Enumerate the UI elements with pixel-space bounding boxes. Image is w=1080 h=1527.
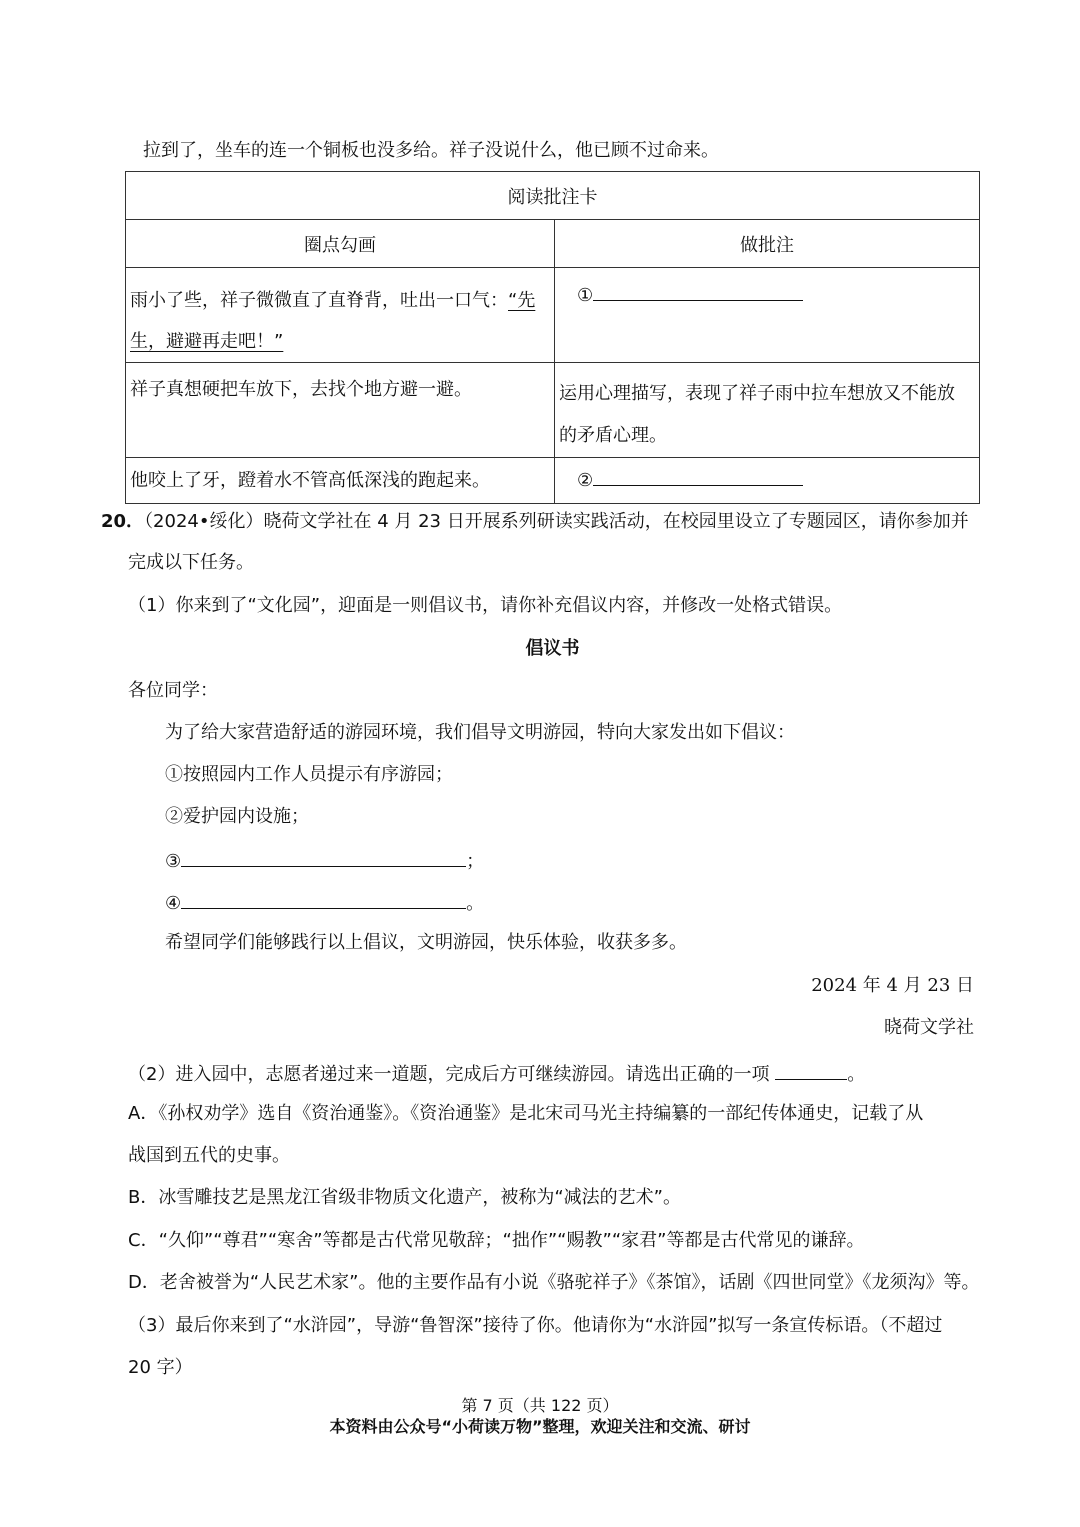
question-20-line1	[101, 509, 969, 535]
table-row	[126, 458, 555, 504]
card-col-quote: 圈点勾画	[126, 220, 555, 268]
quote-text: 他咬上了牙，蹬着水不管高低深浅的跑起来。	[130, 469, 490, 491]
blank-number: ①	[577, 285, 594, 306]
letter-title: 倡议书	[525, 638, 580, 659]
option-c[interactable]: C．“久仰”“尊君”“寒舍”等都是古代常见敬辞；“拙作”“赐教”“家君”等都是古代常见的谦辞。	[128, 1230, 865, 1251]
part-2-blank[interactable]	[775, 1059, 847, 1080]
card-col-note: 做批注	[555, 220, 980, 268]
question-number: 20．	[101, 511, 145, 532]
footer-note: 本资料由公众号“小荷读万物”整理，欢迎关注和交流、研讨	[329, 1417, 751, 1436]
card-title: 阅读批注卡	[126, 172, 980, 220]
question-text: （2024•绥化）晓荷文学社在 4 月 23 日开展系列研读实践活动，在校园里设立了专题园区，请你参加并	[144, 511, 969, 532]
note-text: 的矛盾心理。	[559, 425, 667, 446]
quote-underlined: 生，避避再走吧！”	[130, 331, 284, 352]
letter-body: 为了给大家营造舒适的游园环境，我们倡导文明游园，特向大家发出如下倡议：	[165, 722, 795, 743]
note-cell	[555, 458, 980, 504]
part-3-prompt: （3）最后你来到了“水浒园”，导游“鲁智深”接待了你。他请你为“水浒园”拟写一条宣传标语。（不超过	[128, 1315, 943, 1336]
table-row	[126, 363, 555, 458]
item-punct: 。	[466, 893, 485, 914]
letter-item-4	[165, 888, 484, 917]
letter-blank-3[interactable]	[181, 846, 466, 867]
letter-signature: 晓荷文学社	[884, 1017, 974, 1038]
note-cell	[555, 363, 980, 458]
answer-blank-2[interactable]	[593, 465, 803, 486]
table-row	[126, 268, 555, 363]
item-number: ④	[165, 893, 182, 914]
item-punct: ；	[466, 851, 485, 872]
answer-blank-1[interactable]	[593, 280, 803, 301]
item-number: ③	[165, 851, 182, 872]
part-2-text: （2）进入园中，志愿者递过来一道题，完成后方可继续游园。请选出正确的一项	[128, 1064, 770, 1085]
part-3-limit: 20 字）	[128, 1357, 193, 1378]
quote-underlined: “先	[508, 290, 536, 311]
letter-closing: 希望同学们能够践行以上倡议，文明游园，快乐体验，收获多多。	[165, 932, 687, 953]
question-20-line2: 完成以下任务。	[128, 552, 254, 573]
blank-number: ②	[577, 470, 594, 491]
part-2-prompt	[128, 1059, 865, 1088]
part-1-prompt: （1）你来到了“文化园”，迎面是一则倡议书，请你补充倡议内容，并修改一处格式错误。	[128, 595, 843, 616]
quote-text: 祥子真想硬把车放下，去找个地方避一避。	[130, 379, 472, 400]
letter-item-3	[165, 846, 484, 875]
letter-date: 2024 年 4 月 23 日	[811, 975, 974, 996]
letter-item-2: ②爱护园内设施；	[165, 806, 309, 827]
note-text: 运用心理描写，表现了祥子雨中拉车想放又不能放	[559, 383, 955, 404]
letter-greeting: 各位同学：	[128, 680, 218, 701]
option-a-line2[interactable]: 战国到五代的史事。	[128, 1145, 290, 1166]
note-cell	[555, 268, 980, 363]
annotation-card	[125, 171, 980, 504]
option-b[interactable]: B．冰雪雕技艺是黑龙江省级非物质文化遗产，被称为“减法的艺术”。	[128, 1187, 681, 1208]
letter-item-1: ①按照园内工作人员提示有序游园；	[165, 764, 453, 785]
part-2-punct: 。	[847, 1064, 866, 1085]
quote-text: 雨小了些，祥子微微直了直脊背，吐出一口气：	[130, 290, 508, 311]
intro-text: 拉到了，坐车的连一个铜板也没多给。祥子没说什么，他已顾不过命来。	[143, 140, 719, 161]
letter-blank-4[interactable]	[181, 888, 466, 909]
option-d[interactable]: D．老舍被誉为“人民艺术家”。他的主要作品有小说《骆驼祥子》《茶馆》，话剧《四世同堂》《龙须沟》等。	[128, 1272, 980, 1293]
option-a-line1[interactable]: A．《孙权劝学》选自《资治通鉴》。《资治通鉴》是北宋司马光主持编纂的一部纪传体通史，记载了从	[128, 1103, 924, 1124]
page-number: 第 7 页（共 122 页）	[461, 1396, 619, 1415]
